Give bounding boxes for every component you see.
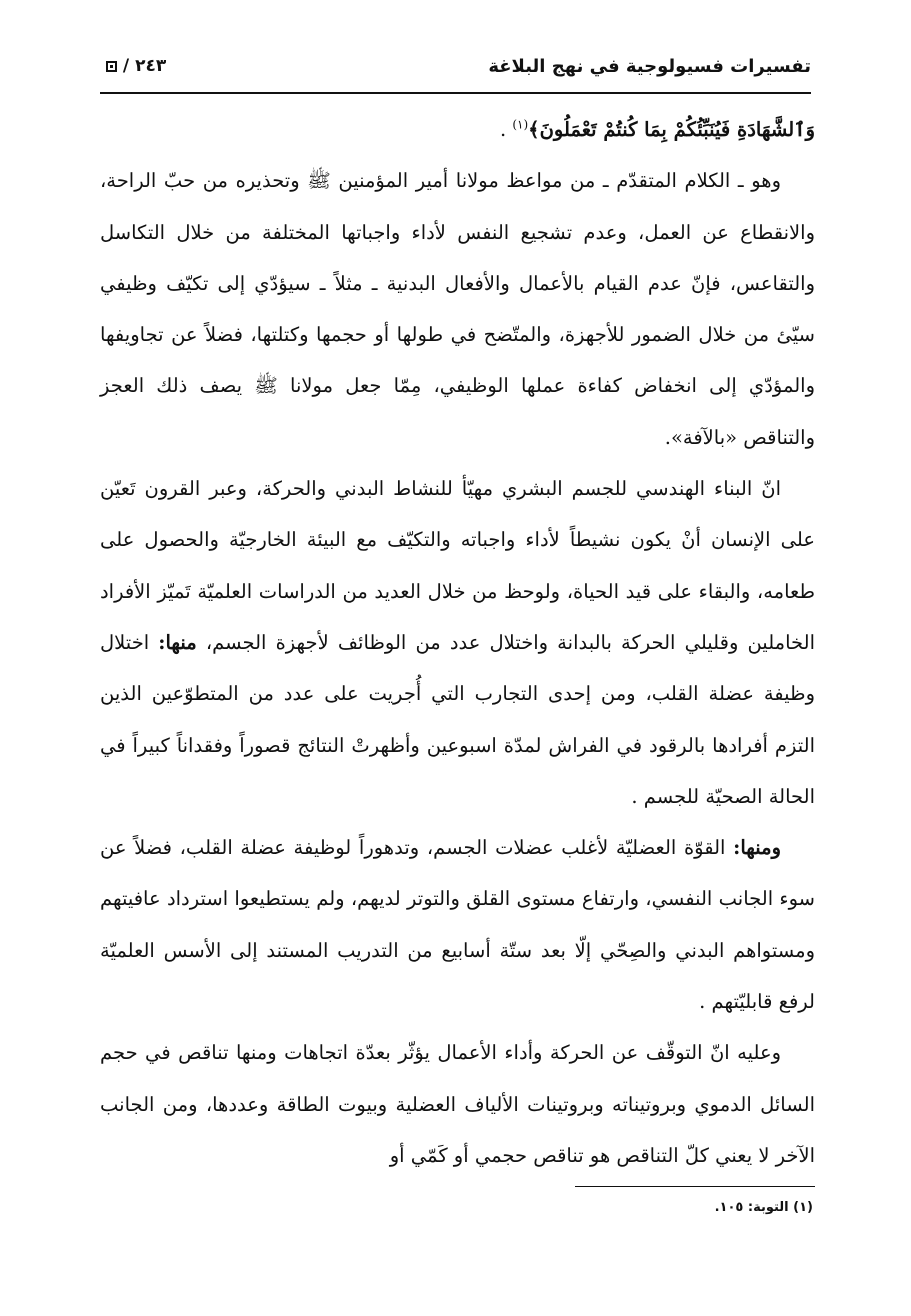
footnote-divider: [575, 1186, 815, 1187]
header-divider: [100, 92, 811, 94]
page-number-separator: /: [122, 56, 130, 76]
paragraph-3: [100, 822, 815, 1027]
paragraph-2-end: اختلال وظيفة عضلة القلب، ومن إحدى التجارب التي أُجريت على عدد من المتطوّعين الذين التزم أفرادها بالرقود في الفراش لمدّة اسبوعين وأظهرتْ النتائج قصوراً وفقداناً كبيراً في الحالة الصحيّة للجسم .: [100, 630, 815, 808]
verse-end: .: [499, 118, 507, 141]
header-title: تفسيرات فسيولوجية في نهج البلاغة: [488, 55, 811, 77]
page-number-block: [100, 56, 166, 76]
paragraph-4: وعليه انّ التوقّف عن الحركة وأداء الأعمال يؤثّر بعدّة اتجاهات ومنها تناقص في حجم السائل الدموي وبروتيناته وبروتينات الألياف العضلية وبيوت الطاقة وعددها، ومن الجانب الآخر لا يعني كلّ التناقص هو تناقص حجمي أو كَمّي أو: [100, 1041, 815, 1167]
paragraph-2-start: انّ البناء الهندسي للجسم البشري مهيّأ للنشاط البدني والحركة، وعبر القرون تَعيّن على الإنسان أنْ يكون نشيطاً لأداء واجباته والتكيّف مع البيئة الخارجيّة والحصول على طعامه، والبقاء على قيد الحياة، ولوحظ من خلال العديد من الدراسات العلميّة تَميّز الأفراد الخاملين وقليلي الحركة بالبدانة واختلال عدد من الوظائف لأجهزة الجسم،: [100, 477, 815, 654]
running-header: [100, 46, 811, 86]
footnote-ref: (١): [512, 117, 529, 132]
page-number: ٢٤٣: [135, 56, 167, 76]
paragraph-2: [100, 463, 815, 822]
footnote: (١) التوبة: ١٠٥.: [714, 1200, 813, 1215]
paragraph-3-keyword: ومنها:: [733, 836, 781, 860]
main-text: [100, 104, 815, 1181]
paragraph-1: وهو ـ الكلام المتقدّم ـ من مواعظ مولانا أمير المؤمنين ﷺ وتحذيره من حبّ الراحة، والانقطاع عن العمل، وعدم تشجيع النفس لأداء واجباتها المختلفة من خلال التكاسل والتقاعس، فإنّ عدم القيام بالأعمال والأفعال البدنية ـ مثلاً ـ سيؤدّي إلى تكيّف وظيفي سيّئ من خلال الضمور للأجهزة، والمتّضح في طولها أو حجمها وكتلتها، فضلاً عن تجاويفها والمؤدّي إلى انخفاض كفاءة عملها الوظيفي، مِمّا جعل مولانا ﷺ يصف ذلك العجز والتناقص «بالآفة».: [100, 169, 815, 449]
paragraph-2-keyword: منها:: [158, 630, 197, 654]
ornament-square-icon: [106, 61, 117, 72]
quran-verse: وَٱلشَّهَادَةِ فَيُنَبِّئُكُمْ بِمَا كُنتُمْ تَعْمَلُونَ﴾: [528, 118, 815, 141]
verse-line: [100, 104, 815, 155]
paragraph-3-text: القوّة العضليّة لأغلب عضلات الجسم، وتدهوراً لوظيفة عضلة القلب، فضلاً عن سوء الجانب النفسي، وارتفاع مستوى القلق والتوتر لديهم، ولم يستطيعوا استرداد عافيتهم ومستواهم البدني والصِحّي إلّا بعد ستّة أسابيع من التدريب المستند إلى الأسس العلميّة لرفع قابليّتهم .: [100, 836, 815, 1014]
